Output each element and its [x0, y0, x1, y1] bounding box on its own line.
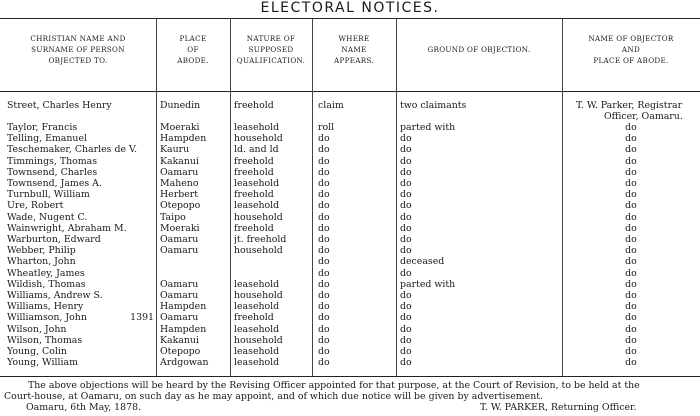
- cell-place: Oamaru: [160, 245, 199, 257]
- cell-ground: two claimants: [400, 100, 467, 111]
- cell-where: do: [318, 166, 330, 178]
- cell-where: do: [318, 245, 330, 257]
- cell-place: Otepopo: [160, 200, 201, 212]
- cell-name: Turnbull, William: [7, 189, 90, 201]
- table-row: [0, 256, 700, 267]
- cell-place: Hampden: [160, 301, 207, 313]
- cell-objector: T. W. Parker, Registrar: [576, 100, 683, 111]
- cell-ground: do: [400, 166, 412, 178]
- table-row: [0, 290, 700, 301]
- cell-nature: household: [234, 290, 283, 301]
- cell-objector: do: [625, 346, 637, 357]
- cell-where: do: [318, 301, 330, 313]
- table-row: [0, 144, 700, 155]
- cell-nature: leasehold: [234, 122, 280, 133]
- cell-name: Young, William: [7, 357, 78, 369]
- cell-where: do: [318, 144, 330, 156]
- footer-line2: Court-house, at Oamaru, on such day as he may appoint, and of which due notice will be given by advertisement.: [4, 391, 543, 402]
- header-place: PLACE OF ABODE.: [177, 34, 209, 65]
- cell-where: do: [318, 155, 330, 167]
- cell-ground: parted with: [400, 122, 456, 133]
- cell-place: Oamaru: [160, 166, 199, 178]
- table-row: [0, 223, 700, 234]
- cell-place: Kauru: [160, 144, 190, 156]
- cell-ground: deceased: [400, 256, 445, 268]
- cell-name: Wade, Nugent C.: [7, 211, 88, 223]
- cell-ground: do: [400, 178, 412, 189]
- table-row: [0, 234, 700, 245]
- cell-name: Williams, Henry: [7, 301, 84, 313]
- header-ground: GROUND OF OBJECTION.: [427, 45, 531, 54]
- cell-ground: do: [400, 222, 412, 234]
- cell-nature: leasehold: [234, 200, 280, 212]
- cell-nature: household: [234, 211, 283, 223]
- cell-where: roll: [318, 122, 335, 133]
- cell-place: Oamaru: [160, 312, 199, 324]
- cell-nature: leasehold: [234, 301, 280, 313]
- cell-ground: do: [400, 312, 412, 324]
- cell-where: do: [318, 278, 330, 290]
- cell-objector: do: [625, 211, 637, 223]
- cell-objector: do: [625, 222, 637, 234]
- page-title: ELECTORAL NOTICES.: [260, 0, 440, 16]
- cell-nature: freehold: [234, 166, 274, 178]
- table-row: [0, 324, 700, 335]
- cell-ground: parted with: [400, 278, 456, 290]
- cell-ground: do: [400, 245, 412, 257]
- cell-ground: do: [400, 290, 412, 301]
- cell-name: Townsend, James A.: [7, 178, 102, 189]
- cell-ground: do: [400, 357, 412, 369]
- cell-objector: do: [625, 189, 637, 201]
- cell-ground: do: [400, 234, 412, 245]
- header-objector: NAME OF OBJECTOR AND PLACE OF ABODE.: [588, 34, 674, 65]
- footer-date: Oamaru, 6th May, 1878.: [26, 402, 142, 413]
- cell-nature: household: [234, 245, 283, 257]
- header-nature: NATURE OF SUPPOSED QUALIFICATION.: [236, 34, 306, 65]
- table-row: [0, 335, 700, 346]
- table-row: [0, 133, 700, 144]
- cell-where: do: [318, 234, 330, 245]
- cell-ground: do: [400, 155, 412, 167]
- cell-ground: do: [400, 133, 412, 145]
- cell-objector: do: [625, 256, 637, 268]
- footer-signature: T. W. PARKER, Returning Officer.: [480, 402, 637, 413]
- cell-name: Wharton, John: [7, 256, 76, 268]
- cell-name: Warburton, Edward: [7, 234, 101, 245]
- cell-nature: leasehold: [234, 278, 280, 290]
- cell-ground: do: [400, 211, 412, 223]
- cell-where: do: [318, 256, 330, 268]
- cell-where: do: [318, 346, 330, 357]
- cell-ground: do: [400, 200, 412, 212]
- cell-objector: do: [625, 200, 637, 212]
- cell-where: do: [318, 323, 330, 335]
- cell-name: Street, Charles Henry: [7, 100, 112, 111]
- table-row: [0, 212, 700, 223]
- cell-place: Oamaru: [160, 278, 199, 290]
- cell-where: claim: [318, 100, 344, 111]
- footer-line1: The above objections will be heard by the Revising Officer appointed for that purpose, at the Court of Revision, to be held at the: [28, 380, 640, 391]
- cell-name: Telling, Emanuel: [7, 133, 88, 145]
- cell-where: do: [318, 312, 330, 324]
- cell-name: Wilson, John: [7, 323, 67, 335]
- cell-place: Kakanui: [160, 155, 199, 167]
- cell-objector: do: [625, 290, 637, 301]
- cell-objector: do: [625, 245, 637, 257]
- table-row: [0, 312, 700, 323]
- cell-where: do: [318, 189, 330, 201]
- cell-ground: do: [400, 267, 412, 279]
- cell-objector: do: [625, 144, 637, 156]
- cell-name: Webber, Philip: [7, 245, 76, 257]
- cell-nature: freehold: [234, 155, 274, 167]
- cell-place: Taipo: [160, 211, 186, 223]
- cell-name: Wilson, Thomas: [7, 334, 83, 346]
- cell-name: Teschemaker, Charles de V.: [7, 144, 138, 156]
- cell-nature: ld. and ld: [234, 144, 279, 156]
- cell-place: Moeraki: [160, 122, 200, 133]
- cell-objector: do: [625, 178, 637, 189]
- header-where: WHERE NAME APPEARS.: [333, 34, 375, 65]
- cell-place: Herbert: [160, 189, 199, 201]
- cell-where: do: [318, 222, 330, 234]
- cell-where: do: [318, 211, 330, 223]
- cell-where: do: [318, 178, 330, 189]
- cell-objector: do: [625, 122, 637, 133]
- cell-objector: do: [625, 278, 637, 290]
- cell-objector: do: [625, 357, 637, 369]
- cell-nature: freehold: [234, 189, 274, 201]
- cell-where: do: [318, 357, 330, 369]
- table-row: [0, 346, 700, 357]
- cell-name: Williamson, John: [7, 312, 87, 324]
- table-row-first: [0, 100, 700, 111]
- cell-nature: household: [234, 334, 283, 346]
- cell-nature: freehold: [234, 222, 274, 234]
- cell-place: Otepopo: [160, 346, 201, 357]
- cell-objector: do: [625, 323, 637, 335]
- cell-where: do: [318, 133, 330, 145]
- table-bottom-rule: [0, 376, 700, 377]
- cell-name: Williams, Andrew S.: [7, 290, 103, 301]
- cell-where: do: [318, 267, 330, 279]
- header-name: CHRISTIAN NAME AND SURNAME OF PERSON OBJECTED TO.: [30, 34, 126, 65]
- cell-place: Hampden: [160, 323, 207, 335]
- cell-place: Dunedin: [160, 100, 201, 111]
- cell-ground: do: [400, 189, 412, 201]
- cell-nature: jt. freehold: [234, 234, 287, 245]
- cell-nature: leasehold: [234, 178, 280, 189]
- cell-name: Taylor, Francis: [7, 122, 78, 133]
- cell-nature: household: [234, 133, 283, 145]
- cell-where: do: [318, 200, 330, 212]
- cell-objector: do: [625, 155, 637, 167]
- cell-where: do: [318, 290, 330, 301]
- cell-place: Oamaru: [160, 290, 199, 301]
- table-row: [0, 245, 700, 256]
- cell-where: do: [318, 334, 330, 346]
- table-row: [0, 122, 700, 133]
- table-row: [0, 357, 700, 368]
- cell-num: 1391: [130, 312, 154, 324]
- table-row: [0, 279, 700, 290]
- cell-ground: do: [400, 334, 412, 346]
- cell-name: Wildish, Thomas: [7, 278, 86, 290]
- cell-place: Maheno: [160, 178, 199, 189]
- cell-objector-line2: Officer, Oamaru.: [604, 111, 683, 122]
- table-row: [0, 200, 700, 211]
- cell-name: Townsend, Charles: [7, 166, 98, 178]
- table-row: [0, 178, 700, 189]
- cell-ground: do: [400, 346, 412, 357]
- cell-objector: do: [625, 334, 637, 346]
- cell-nature: leasehold: [234, 323, 280, 335]
- cell-objector: do: [625, 312, 637, 324]
- cell-objector: do: [625, 166, 637, 178]
- cell-name: Wheatley, James: [7, 267, 85, 279]
- cell-objector: do: [625, 301, 637, 313]
- top-rule: [0, 18, 700, 19]
- cell-ground: do: [400, 144, 412, 156]
- cell-place: Moeraki: [160, 222, 200, 234]
- header-bottom-rule: [0, 91, 700, 92]
- cell-objector: do: [625, 234, 637, 245]
- cell-objector: do: [625, 267, 637, 279]
- table-row: [0, 167, 700, 178]
- table-row: [0, 268, 700, 279]
- cell-name: Wainwright, Abraham M.: [7, 222, 127, 234]
- cell-nature: freehold: [234, 312, 274, 324]
- cell-place: Ardgowan: [160, 357, 209, 369]
- cell-nature: leasehold: [234, 357, 280, 369]
- cell-ground: do: [400, 323, 412, 335]
- cell-objector: do: [625, 133, 637, 145]
- cell-ground: do: [400, 301, 412, 313]
- cell-name: Young, Colin: [7, 346, 67, 357]
- cell-nature: freehold: [234, 100, 274, 111]
- cell-place: Oamaru: [160, 234, 199, 245]
- cell-name: Ure, Robert: [7, 200, 64, 212]
- table-row: [0, 156, 700, 167]
- cell-name: Timmings, Thomas: [7, 155, 98, 167]
- table-row: [0, 189, 700, 200]
- cell-place: Kakanui: [160, 334, 199, 346]
- cell-nature: leasehold: [234, 346, 280, 357]
- cell-place: Hampden: [160, 133, 207, 145]
- table-row: [0, 301, 700, 312]
